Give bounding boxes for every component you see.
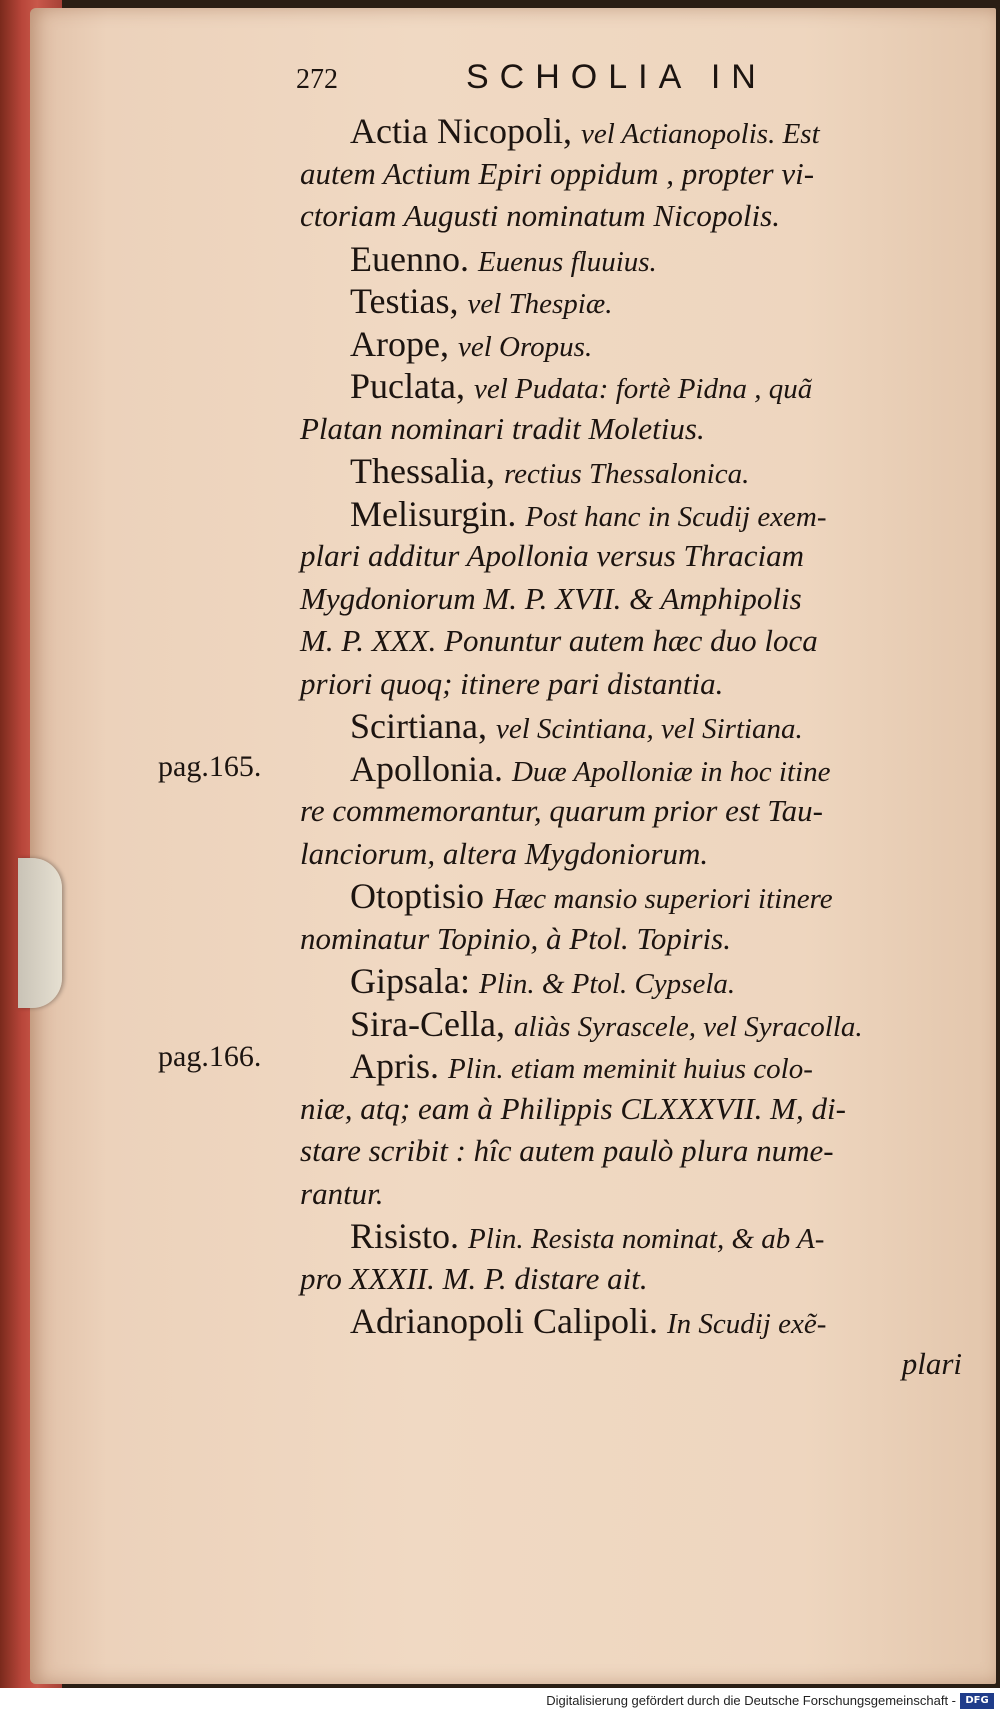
page-number: 272: [296, 64, 338, 95]
margin-note-pag-165: pag.165.: [158, 750, 262, 783]
text-line: Platan nominari tradit Moletius.: [300, 410, 705, 446]
text-line: rantur.: [300, 1175, 384, 1211]
text-line: Thessalia, rectius Thessalonica.: [350, 451, 750, 491]
text-line: lanciorum, altera Mygdoniorum.: [300, 835, 709, 871]
margin-note-pag-166: pag.166.: [158, 1040, 262, 1073]
footer-text: Digitalisierung gefördert durch die Deutsche Forschungsgemeinschaft -: [546, 1693, 956, 1708]
text-line: re commemorantur, quarum prior est Tau-: [300, 793, 824, 828]
text-line: Puclata, vel Pudata: fortè Pidna , quã: [350, 366, 813, 406]
running-head: [296, 58, 916, 98]
text-line: Melisurgin. Post hanc in Scudij exem-: [350, 493, 827, 534]
text-line: M. P. XXX. Ponuntur autem hæc duo loca: [300, 623, 818, 658]
text-line: pro XXXII. M. P. distare ait.: [300, 1260, 648, 1296]
text-line: Testias, vel Thespiæ.: [350, 281, 613, 321]
text-line: nominatur Topinio, à Ptol. Topiris.: [300, 920, 731, 956]
text-line: Risisto. Plin. Resista nominat, & ab A-: [350, 1216, 825, 1256]
text-line: stare scribit : hîc autem paulò plura nume-: [300, 1133, 834, 1168]
text-line: Actia Nicopoli, vel Actianopolis. Est: [350, 111, 820, 151]
bookmark-tab: [18, 858, 62, 1008]
text-line: Euenno. Euenus fluuius.: [350, 238, 657, 279]
text-line: Sira-Cella, aliàs Syrascele, vel Syracolla.: [350, 1003, 863, 1044]
text-line: Arope, vel Oropus.: [350, 323, 593, 364]
text-line: Otoptisio Hæc mansio superiori itinere: [350, 876, 833, 916]
text-line: Adrianopoli Calipoli. In Scudij exẽ-: [350, 1301, 827, 1341]
dfg-logo-icon: DFG: [960, 1693, 994, 1709]
text-line: priori quoq; itinere pari distantia.: [300, 665, 724, 701]
digitization-footer: [0, 1688, 1000, 1714]
text-line: autem Actium Epiri oppidum , propter vi-: [300, 155, 815, 191]
running-title: SCHOLIA IN: [466, 58, 767, 96]
text-line: Mygdoniorum M. P. XVII. & Amphipolis: [300, 580, 802, 616]
text-line: Scirtiana, vel Scintiana, vel Sirtiana.: [350, 706, 803, 746]
text-line: Apris. Plin. etiam meminit huius colo-: [350, 1046, 813, 1086]
text-line: Apollonia. Duæ Apolloniæ in hoc itine: [350, 748, 831, 789]
catchword: plari: [901, 1345, 962, 1381]
text-block: [300, 110, 972, 1385]
text-line: Gipsala: Plin. & Ptol. Cypsela.: [350, 961, 736, 1001]
text-line: ctoriam Augusti nominatum Nicopolis.: [300, 198, 780, 233]
text-line: niæ, atq; eam à Philippis CLXXXVII. M, di-: [300, 1090, 846, 1126]
text-line: plari additur Apollonia versus Thraciam: [300, 538, 805, 573]
